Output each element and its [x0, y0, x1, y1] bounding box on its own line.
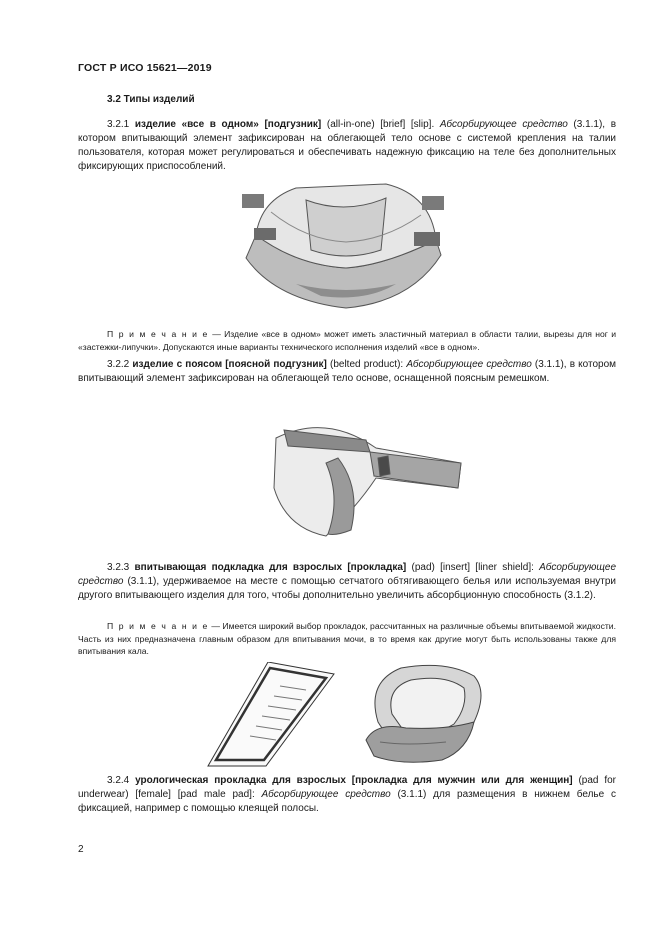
term-3-2-3: [78, 561, 616, 603]
term-number: 3.2.1: [107, 119, 130, 130]
term-number: 3.2.3: [107, 562, 130, 573]
term-3-2-2: [78, 358, 616, 386]
note-text: — Изделие «все в одном» может иметь эластичный материал в области талии, вырезы для ног и «застежки-липучки». Допускаются иные варианты технического исполнения изделий «все в одном».: [78, 329, 616, 352]
term-title: изделие с поясом [поясной подгузник]: [132, 359, 327, 370]
belted-product-figure: [266, 418, 466, 543]
all-in-one-brief-figure: [236, 180, 456, 320]
term-reference: Абсорбирующее средство: [261, 789, 391, 800]
term-number: 3.2.4: [107, 775, 130, 786]
right-tab-upper: [422, 196, 444, 210]
term-english: (pad for underwear) [female] [pad male pad]:: [78, 775, 616, 800]
note-text: — Имеется широкий выбор прокладок, рассчитанных на различные объемы впитываемой жидкости. Часть из них предназначена главным образом для впитывания мочи, в то время как другие могут быть использованы также для впитывания кала.: [78, 621, 616, 656]
term-3-2-4: [78, 774, 616, 816]
term-english: (all-in-one) [brief] [slip].: [326, 119, 435, 130]
left-tab-upper: [242, 194, 264, 208]
section-title: 3.2 Типы изделий: [107, 94, 195, 105]
term-title: впитывающая подкладка для взрослых [прокладка]: [134, 562, 407, 573]
page-number: 2: [78, 844, 84, 855]
right-tab-lower: [414, 232, 440, 246]
note-3-2-3: [78, 620, 616, 658]
standard-header: ГОСТ Р ИСО 15621—2019: [78, 62, 212, 74]
term-definition: (3.1.1), в котором впитывающий элемент зафиксирован на облегающей тело основе с системой крепления на талии пользователя, которая может регулироваться и обеспечивать надежную фиксацию на теле без дополнительных фиксирующих приспособлений.: [78, 119, 617, 172]
note-label: П р и м е ч а н и е: [107, 621, 209, 631]
left-tab-lower: [254, 228, 276, 240]
term-number: 3.2.2: [107, 359, 130, 370]
pads-figure: [206, 662, 496, 770]
flat-pad-illustration: [208, 662, 334, 766]
term-english: (pad) [insert] [liner shield]:: [411, 562, 534, 573]
term-definition: (3.1.1) для размещения в нижнем белье с фиксацией, например с помощью клеящей полосы.: [78, 789, 617, 814]
note-3-2-1: [78, 328, 616, 353]
shaped-pad-illustration: [366, 665, 481, 762]
term-definition: (3.1.1), удерживаемое на месте с помощью сетчатого обтягивающего белья или используемая внутри другого впитывающего изделия для того, чтобы дополнительно увеличить абсорбционную способность (3.1.2).: [78, 576, 616, 601]
term-reference: Абсорбирующее средство: [78, 562, 617, 587]
term-reference: Абсорбирующее средство: [439, 119, 568, 130]
note-label: П р и м е ч а н и е: [107, 329, 209, 339]
term-title: изделие «все в одном» [подгузник]: [134, 119, 322, 130]
term-title: урологическая прокладка для взрослых [прокладка для мужчин или для женщин]: [135, 775, 573, 786]
term-reference: Абсорбирующее средство: [406, 359, 532, 370]
term-3-2-1: [78, 118, 616, 174]
term-definition: (3.1.1), в котором впитывающий элемент зафиксирован на облегающей тело основе, оснащенной поясным ремешком.: [78, 359, 617, 384]
term-english: (belted product):: [330, 359, 404, 370]
